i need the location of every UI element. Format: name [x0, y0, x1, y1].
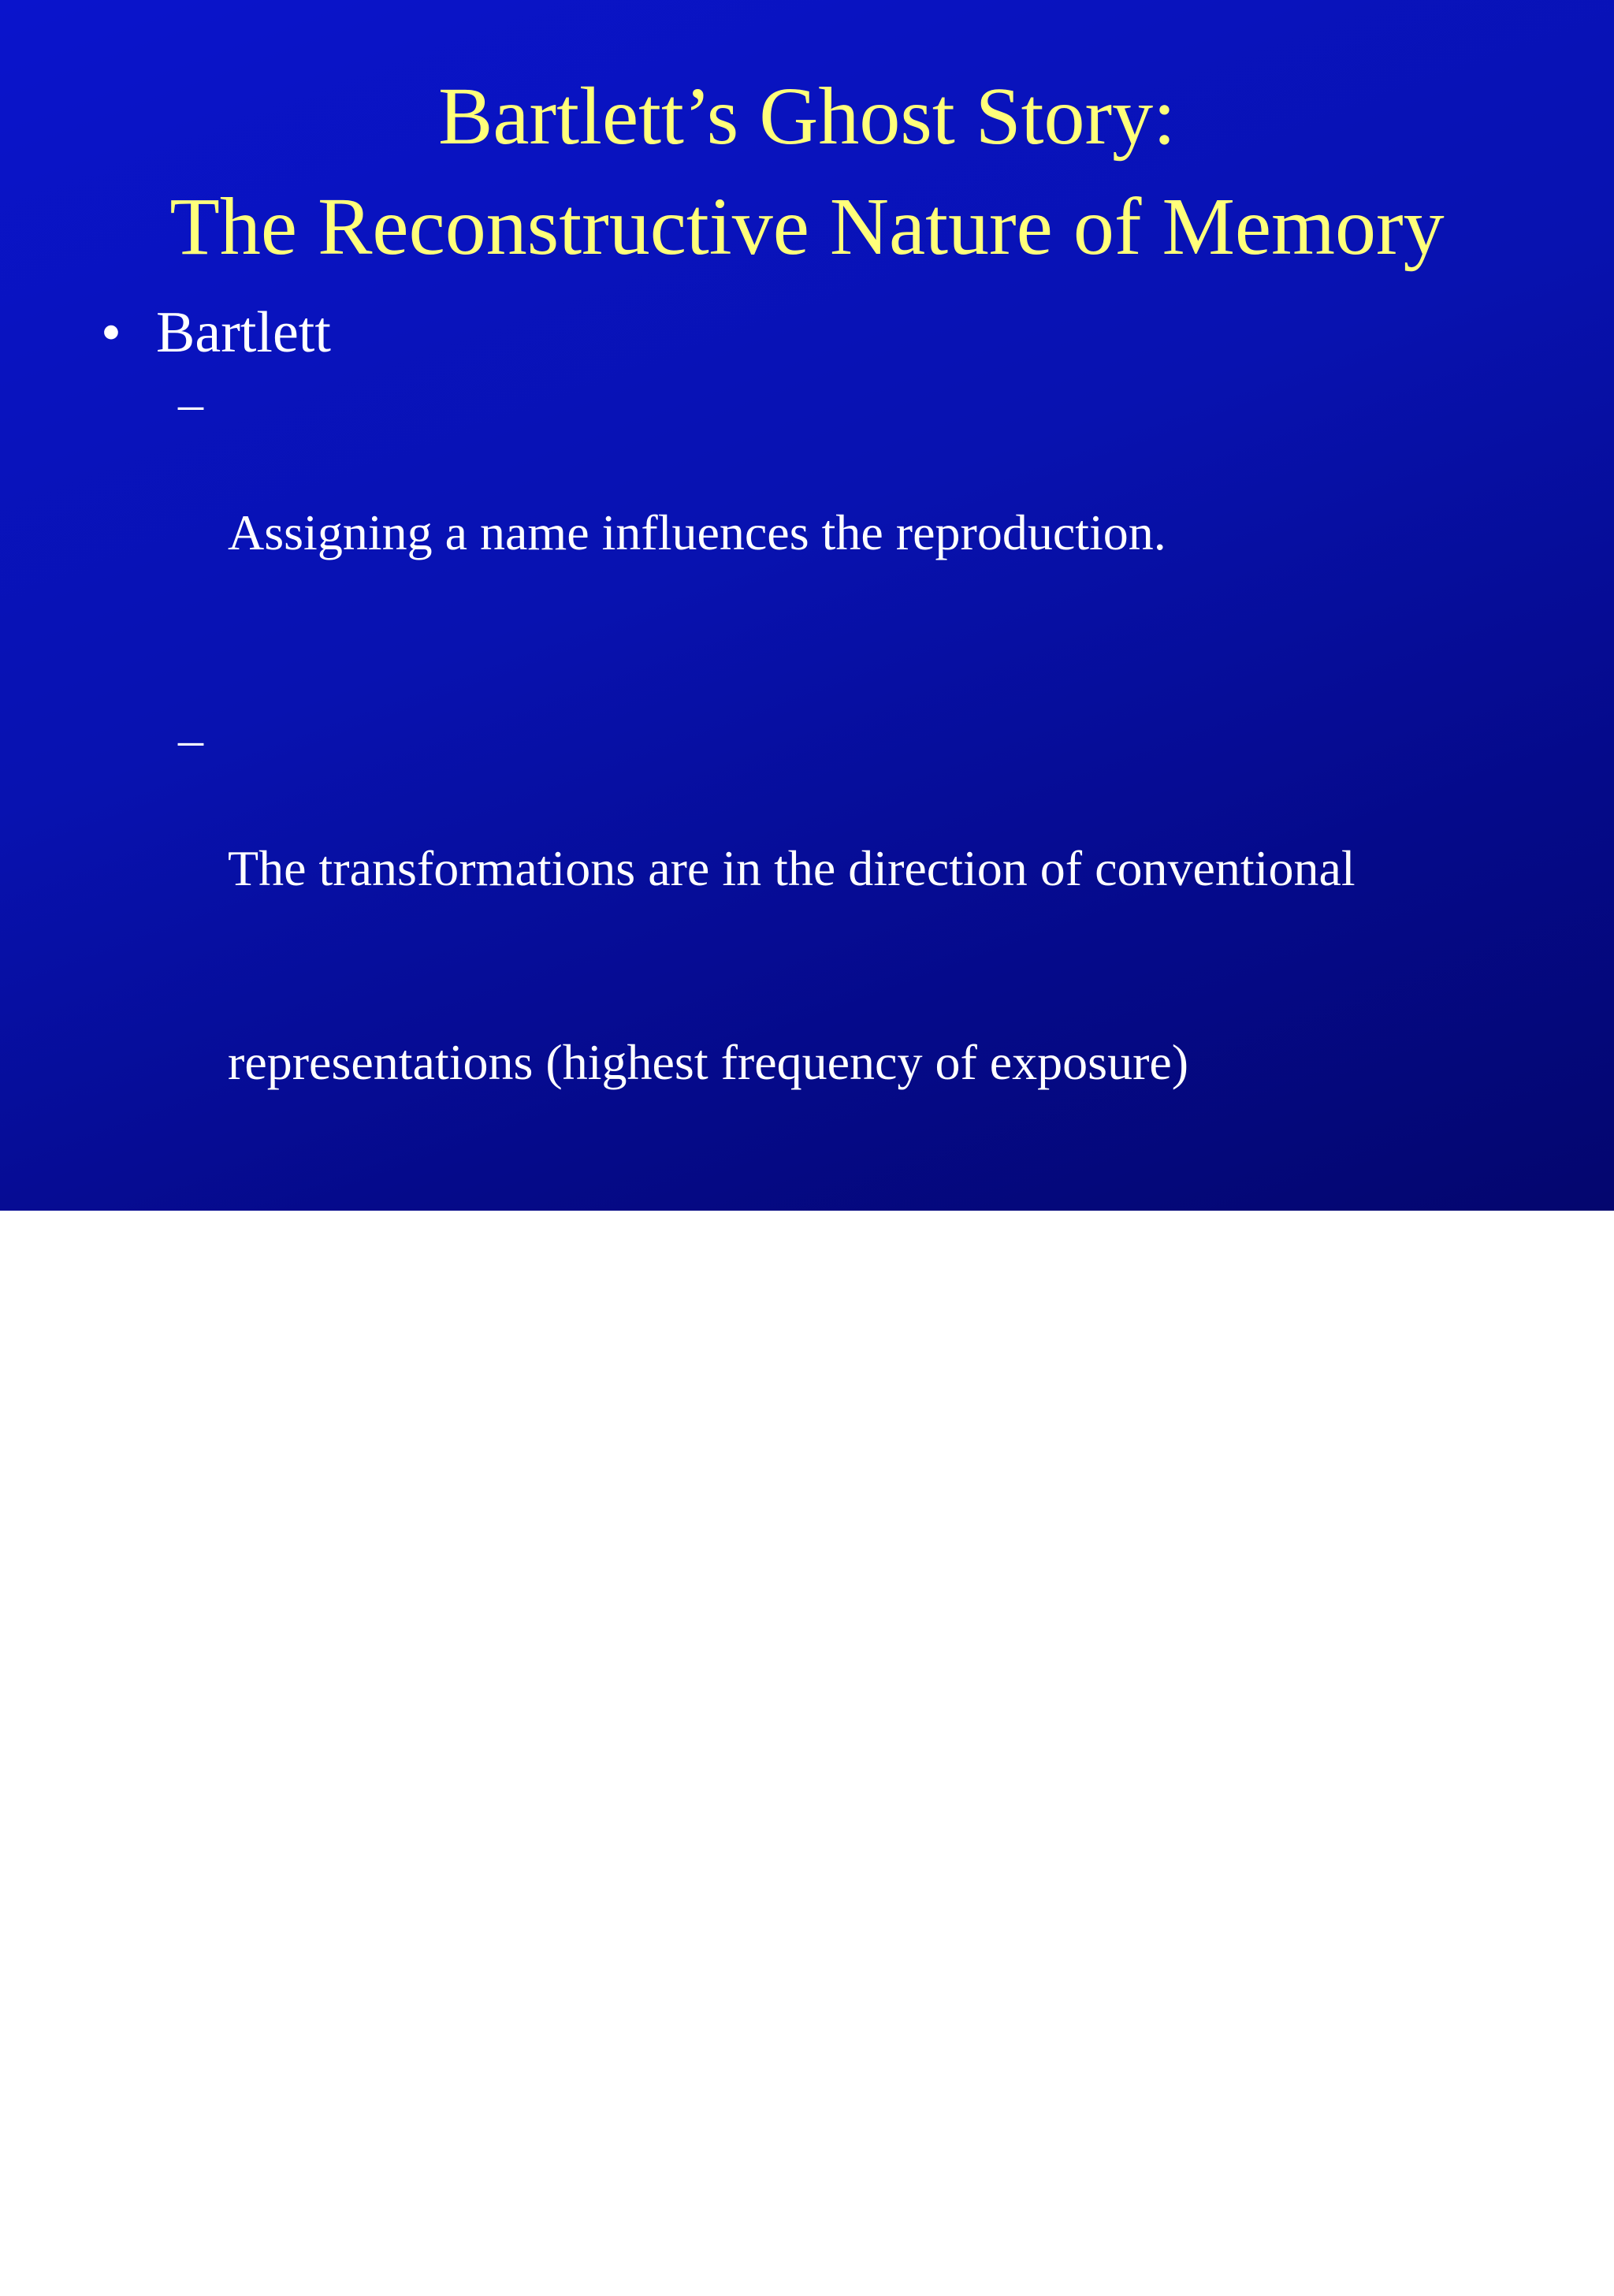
bullet-item — [0, 292, 1614, 374]
subpoint-line: The transformations are in the direction of conventional — [228, 840, 1356, 896]
subpoint-line: most conventional simplification — [228, 2093, 892, 2149]
subpoint-text — [228, 707, 1599, 1224]
subpoint-text — [228, 1766, 1599, 2283]
subpoint-text — [228, 1237, 1599, 1754]
subpoint-2 — [0, 707, 1614, 1224]
slide-title — [0, 61, 1614, 282]
slide-body — [0, 292, 1614, 2296]
subpoint-line: recognition is produced — [228, 1564, 705, 1620]
subpoint-line: Assigning a name influences the reproduction. — [228, 504, 1166, 560]
dash-marker: – — [178, 1241, 203, 1297]
subpoint-3 — [0, 1237, 1614, 1754]
dash-marker: – — [178, 375, 203, 431]
subpoint-line: representations (highest frequency of exposure) — [228, 1034, 1189, 1090]
title-line-1: Bartlett’s Ghost Story: — [438, 71, 1176, 162]
bullet-marker: • — [101, 300, 121, 365]
subpoint-text — [228, 371, 1599, 694]
dash-marker: – — [178, 711, 203, 767]
subpoint-4 — [0, 1766, 1614, 2283]
subpoint-1 — [0, 371, 1614, 694]
subpoint-line: Features that are not at first recognized are elaborated until — [228, 1370, 1417, 1426]
title-line-2: The Reconstructive Nature of Memory — [169, 181, 1445, 272]
dash-marker: – — [178, 1770, 203, 1826]
bullet-text: Bartlett — [156, 300, 331, 365]
subpoint-line: Once a recognizable feature is produced, it is reduced to its — [228, 1900, 1435, 1956]
